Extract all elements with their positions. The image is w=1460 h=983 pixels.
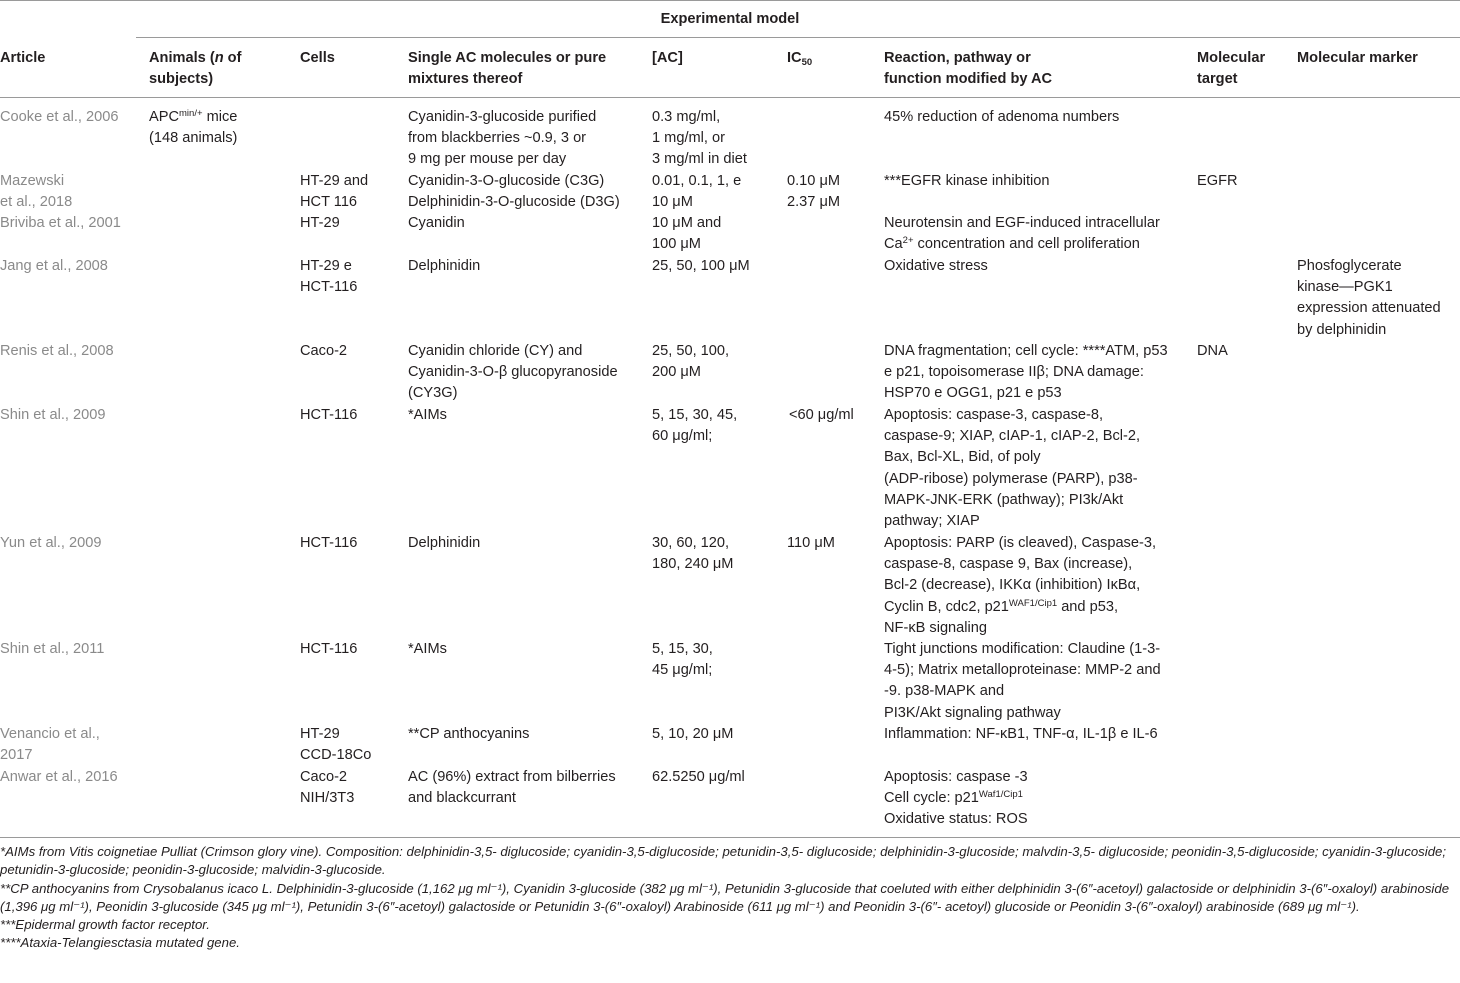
row-5-ac: 5, 15, 30, 45, 60 μg/ml;	[652, 407, 738, 445]
col-reaction: Reaction, pathway or function modified by AC	[884, 50, 1053, 87]
row-7-cells: HCT-116	[300, 641, 358, 657]
row-9-single-ac: AC (96%) extract from bilberries and blackcurrant	[408, 769, 616, 807]
row-9-ac: 62.5250 μg/ml	[652, 769, 745, 785]
row-9-article: Anwar et al., 2016	[0, 769, 118, 785]
group-header: Experimental model	[660, 11, 800, 27]
row-5-single-ac: *AIMs	[408, 407, 447, 423]
rule-group	[136, 37, 1460, 38]
row-5-article: Shin et al., 2009	[0, 407, 106, 423]
row-8-article: Venancio et al., 2017	[0, 726, 100, 764]
row-8-reaction: Inflammation: NF-κB1, TNF-α, IL-1β e IL-6	[884, 726, 1158, 742]
row-6-ac: 30, 60, 120, 180, 240 μM	[652, 535, 734, 573]
row-3-ac: 25, 50, 100 μM	[652, 258, 750, 274]
rule-bottom	[0, 837, 1460, 838]
col-article: Article	[0, 50, 46, 66]
row-7-single-ac: *AIMs	[408, 641, 447, 657]
row-5-cells: HCT-116	[300, 407, 358, 423]
col-animals: Animals (n of subjects)	[149, 50, 242, 87]
row-9-cells: Caco-2 NIH/3T3	[300, 769, 355, 807]
row-0-article: Cooke et al., 2006	[0, 109, 119, 125]
footnote-atm: ****Ataxia-Telangiesctasia mutated gene.	[0, 935, 240, 951]
row-1-single-ac: Cyanidin-3-O-glucoside (C3G) Delphinidin-3-O-glucoside (D3G)	[408, 173, 620, 211]
rule-header	[0, 97, 1460, 98]
row-1-reaction: ***EGFR kinase inhibition	[884, 173, 1050, 189]
rule-top	[0, 0, 1460, 1]
row-2-single-ac: Cyanidin	[408, 215, 465, 231]
row-3-cells: HT-29 e HCT-116	[300, 258, 358, 296]
col-ac: [AC]	[652, 50, 683, 66]
row-1-ic50: 0.10 μM 2.37 μM	[787, 173, 841, 211]
row-4-article: Renis et al., 2008	[0, 343, 114, 359]
row-1-ac: 0.01, 0.1, 1, e 10 μM	[652, 173, 742, 211]
row-4-cells: Caco-2	[300, 343, 348, 359]
row-1-cells: HT-29 and HCT 116	[300, 173, 369, 211]
row-6-article: Yun et al., 2009	[0, 535, 102, 551]
row-6-cells: HCT-116	[300, 535, 358, 551]
row-4-ac: 25, 50, 100, 200 μM	[652, 343, 730, 381]
col-single-ac: Single AC molecules or pure mixtures thereof	[408, 50, 607, 87]
row-8-ac: 5, 10, 20 μM	[652, 726, 734, 742]
row-2-reaction: Neurotensin and EGF-induced intracellular $Ca^{2+}$ concentration and cell proliferation	[884, 215, 1160, 253]
footnote-egfr: ***Epidermal growth factor receptor.	[0, 917, 210, 933]
footnote-aims: *AIMs from Vitis coignetiae Pulliat (Crimson glory vine). Composition: delphinidin-3,5- diglucoside; cyanidin-3,5-diglucoside; petunidin-3,5- diglucoside; delphinidin-3-glucoside; malvdin-3,5- diglucoside; peonidin-3,5-diglucoside; cyanidin-3-glucoside; petunidin-3-glucoside; peonidin-3-glucoside; malvidin-3-glucoside.	[0, 844, 1447, 878]
col-marker: Molecular marker	[1297, 50, 1418, 66]
row-3-reaction: Oxidative stress	[884, 258, 988, 274]
row-2-article: Briviba et al., 2001	[0, 215, 121, 231]
col-cells: Cells	[300, 50, 335, 66]
row-6-single-ac: Delphinidin	[408, 535, 481, 551]
row-5-reaction: Apoptosis: caspase-3, caspase-8, caspase-9; XIAP, cIAP-1, cIAP-2, Bcl-2, Bax, Bcl-XL, Bid, of poly (ADP-ribose) polymerase (PARP), p38- MAPK-JNK-ERK (pathway); PI3k/Akt pathway; XIAP	[884, 407, 1141, 530]
footnote-cp-anthocyanins: **CP anthocyanins from Crysobalanus icaco L. Delphinidin-3-glucoside (1,162 μg ml⁻¹), Cyanidin 3-glucoside (382 μg ml⁻¹), Petunidin 3-glucoside that coeluted with either delphinidin 3-(6″-acetoyl) galactoside or delphinidin 3-(6″-oxaloyl) arabinoside (1,396 μg ml⁻¹), Peonidin 3-glucoside (345 μg ml⁻¹), Petunidin 3-(6″-acetoyl) galactoside or Petunidin 3-(6″-oxaloyl) Arabinoside (611 μg ml⁻¹) and Peonidin 3-(6″- acetoyl) glucoside or Peonidin 3-(6″-oxaloyl) arabinoside (689 μg ml⁻¹).	[0, 880, 1450, 914]
col-ic50: $IC_{50}$	[787, 50, 813, 68]
row-5-ic50: <60 μg/ml	[789, 407, 854, 423]
row-8-single-ac: **CP anthocyanins	[408, 726, 530, 742]
row-0-animals: $APC^{min/+}$ mice (148 animals)	[149, 108, 238, 147]
row-3-single-ac: Delphinidin	[408, 258, 481, 274]
row-2-ac: 10 μM and 100 μM	[652, 215, 722, 253]
row-0-reaction: 45% reduction of adenoma numbers	[884, 109, 1120, 125]
row-8-cells: HT-29 CCD-18Co	[300, 726, 372, 764]
row-3-marker: Phosfoglycerate kinase—PGK1 expression attenuated by delphinidin	[1297, 258, 1441, 338]
row-1-target: EGFR	[1197, 173, 1238, 189]
row-9-reaction: Apoptosis: caspase -3 Cell cycle: $p21^{Waf1/Cip1}$ Oxidative status: ROS	[884, 769, 1028, 828]
row-4-single-ac: Cyanidin chloride (CY) and Cyanidin-3-O-β glucopyranoside (CY3G)	[408, 343, 618, 402]
table-footnotes	[0, 843, 1450, 953]
row-7-ac: 5, 15, 30, 45 μg/ml;	[652, 641, 713, 679]
row-7-reaction: Tight junctions modification: Claudine (1-3- 4-5); Matrix metalloproteinase: MMP-2 and -9. p38-MAPK and PI3K/Akt signaling pathway	[884, 641, 1161, 721]
col-target: Molecular target	[1197, 50, 1266, 87]
row-0-single-ac: Cyanidin-3-glucoside purified from blackberries ~0.9, 3 or 9 mg per mouse per day	[408, 109, 597, 168]
row-4-target: DNA	[1197, 343, 1228, 359]
row-3-article: Jang et al., 2008	[0, 258, 108, 274]
row-1-article: Mazewski et al., 2018	[0, 173, 73, 211]
row-2-cells: HT-29	[300, 215, 340, 231]
row-7-article: Shin et al., 2011	[0, 641, 105, 657]
row-4-reaction: DNA fragmentation; cell cycle: ****ATM, p53 e p21, topoisomerase IIβ; DNA damage: HSP70 e OGG1, p21 e p53	[884, 343, 1168, 402]
row-6-reaction: Apoptosis: PARP (is cleaved), Caspase-3, caspase-8, caspase 9, Bax (increase), Bcl-2 (decrease), IKKα (inhibition) IκBα, Cyclin B, cdc2, $p21^{WAF1/Cip1}$ and p53, NF-κB signaling	[884, 535, 1157, 636]
row-0-ac: 0.3 mg/ml, 1 mg/ml, or 3 mg/ml in diet	[652, 109, 747, 168]
row-6-ic50: 110 μM	[787, 535, 835, 551]
